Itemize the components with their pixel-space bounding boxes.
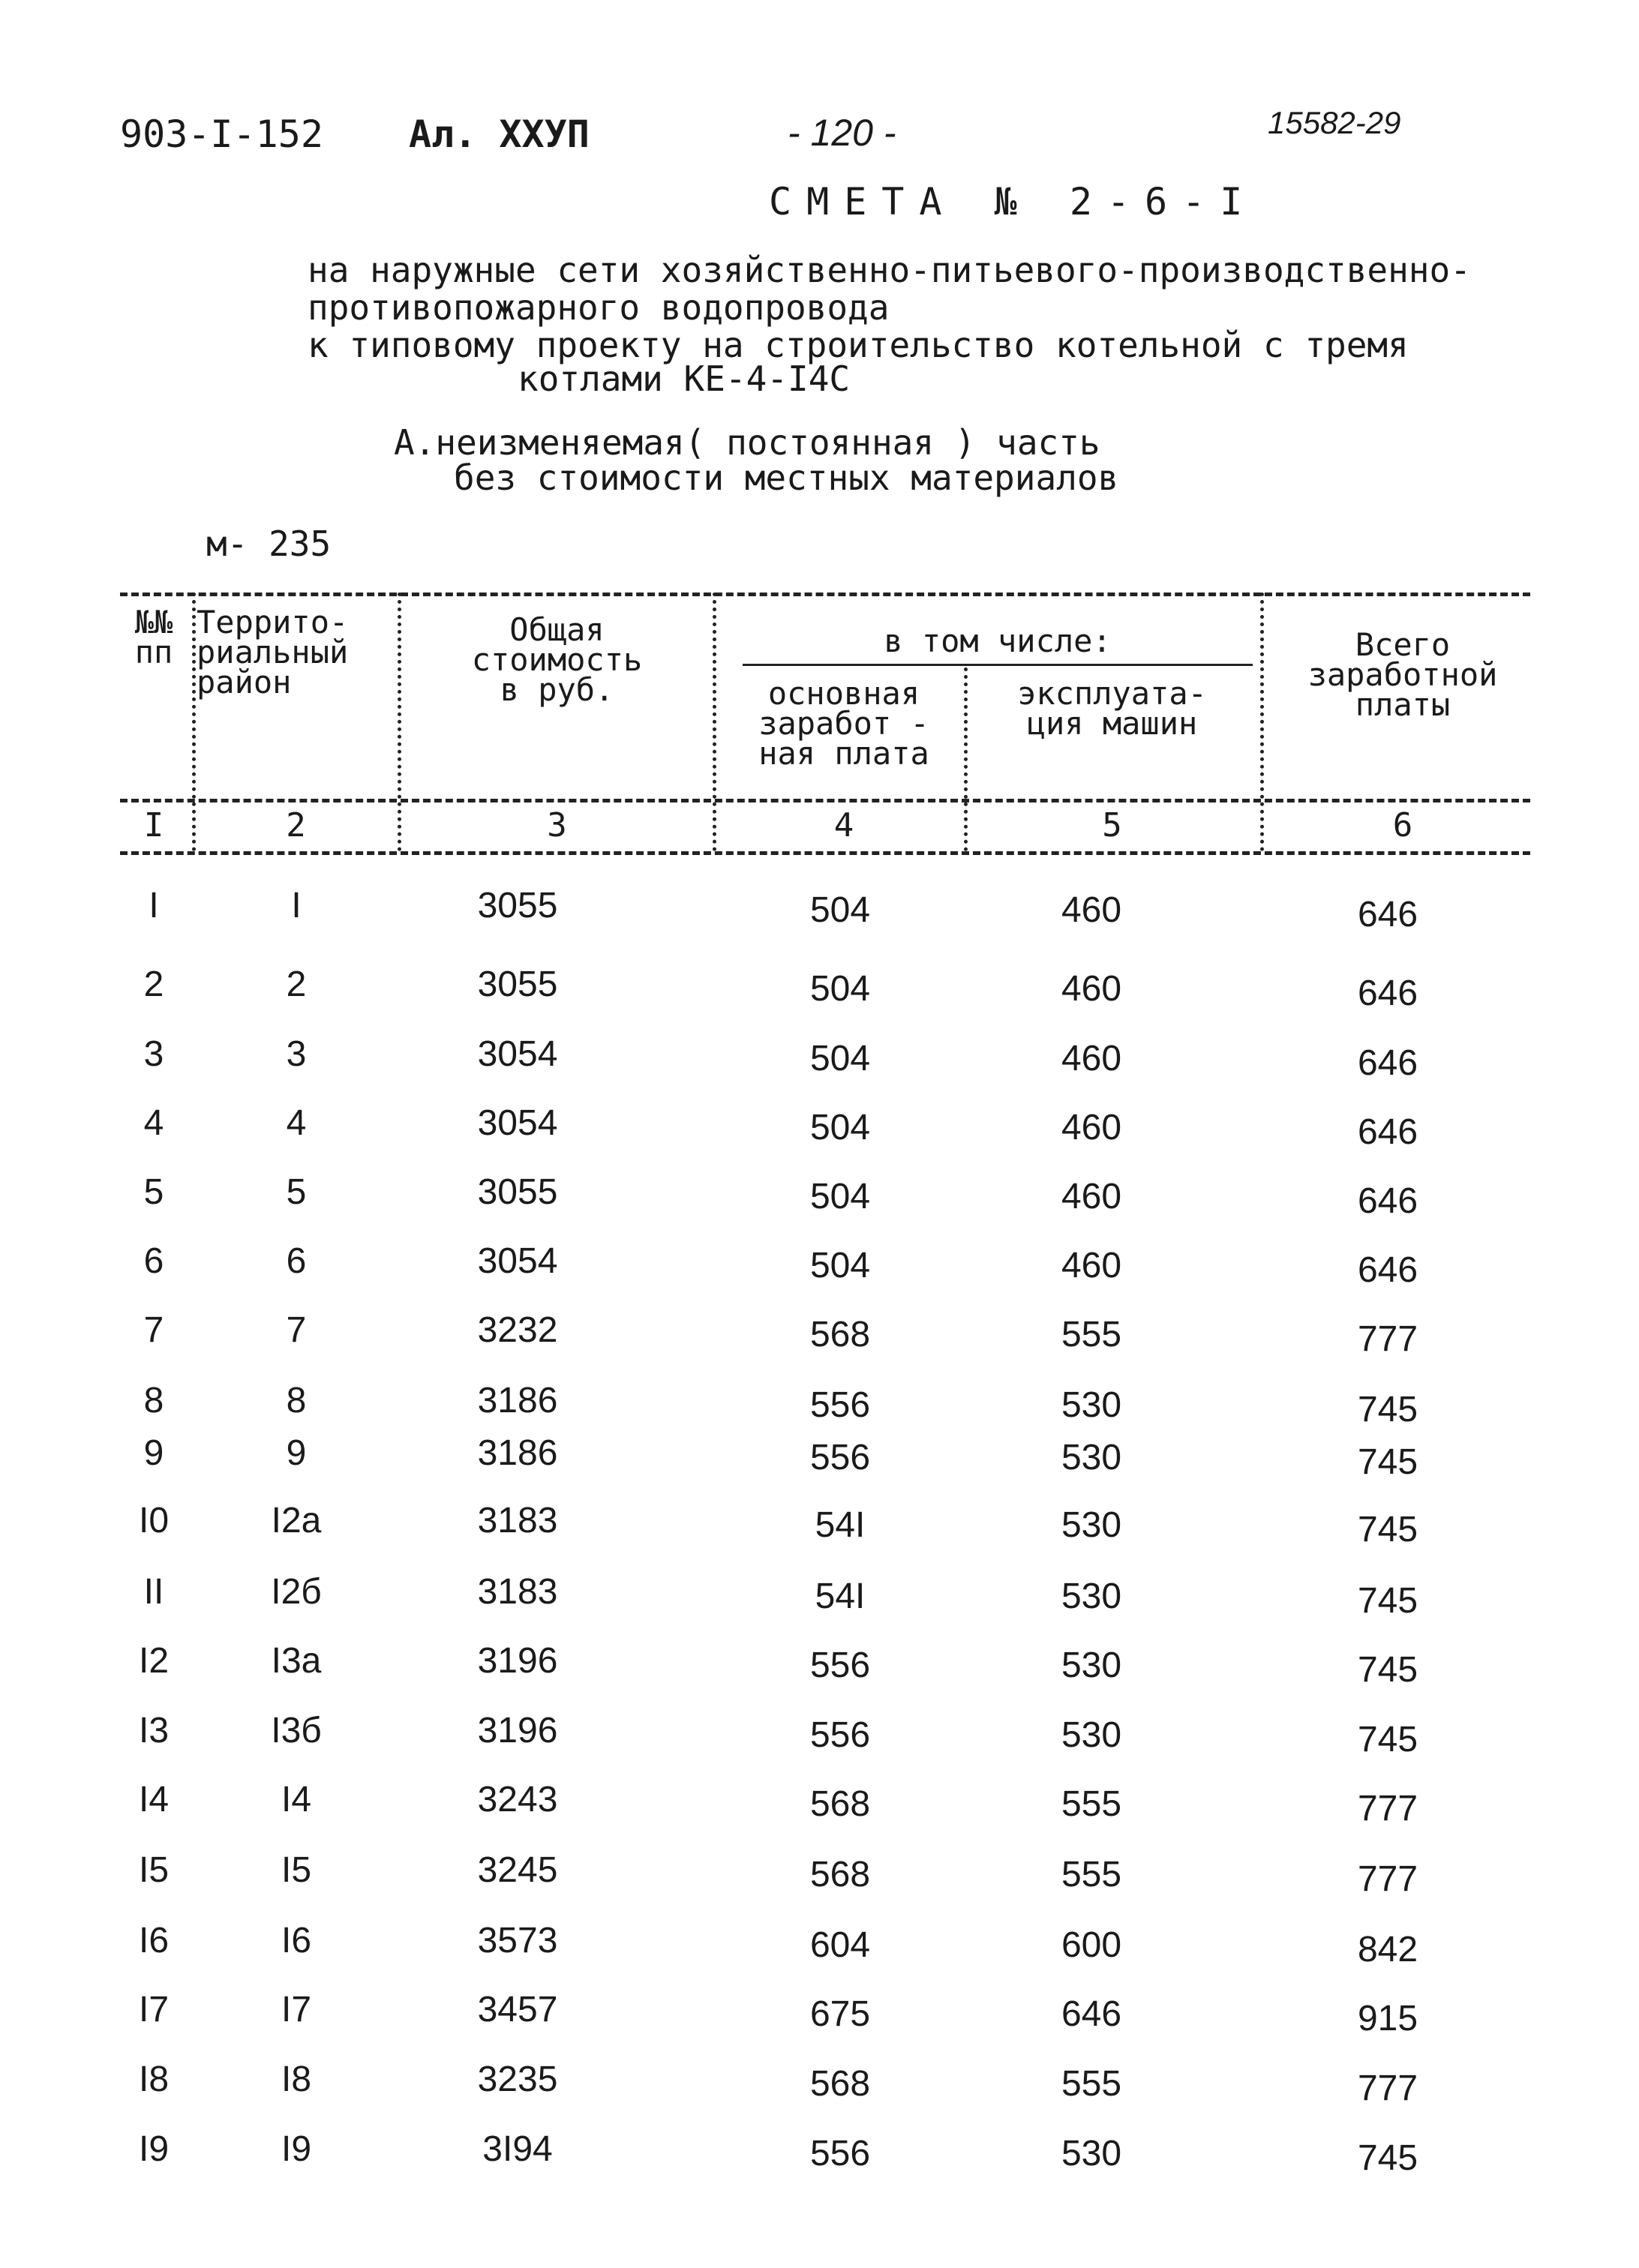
col-sep-1 bbox=[192, 592, 196, 851]
cell-machine-operation: 555 bbox=[1061, 2064, 1122, 2104]
cell-base-wage: 504 bbox=[809, 1177, 871, 1216]
cell-base-wage: 568 bbox=[809, 1315, 871, 1354]
colnum-3: 3 bbox=[547, 806, 567, 844]
cell-total-wage: 646 bbox=[1357, 1181, 1418, 1221]
cell-machine-operation: 646 bbox=[1061, 1994, 1122, 2034]
cell-total-wage: 777 bbox=[1357, 1319, 1418, 1359]
cell-machine-operation: 555 bbox=[1061, 1855, 1122, 1894]
table-top-rule bbox=[120, 592, 1530, 596]
cell-total-wage: 745 bbox=[1357, 1720, 1418, 1760]
cell-row-number: 9 bbox=[143, 1433, 164, 1473]
cell-territory: I4 bbox=[281, 1780, 312, 1820]
col-sep-4 bbox=[964, 668, 968, 851]
cell-machine-operation: 460 bbox=[1061, 890, 1122, 930]
cell-machine-operation: 530 bbox=[1061, 1385, 1122, 1425]
table-colnum-rule bbox=[120, 851, 1530, 855]
cell-base-wage: 568 bbox=[809, 2064, 871, 2104]
cell-total-wage: 745 bbox=[1357, 1390, 1418, 1430]
cell-base-wage: 504 bbox=[809, 1108, 871, 1148]
cell-row-number: 7 bbox=[143, 1310, 164, 1350]
cell-machine-operation: 460 bbox=[1061, 969, 1122, 1009]
cell-row-number: I3 bbox=[138, 1711, 170, 1750]
group-underline bbox=[743, 664, 1253, 666]
cell-total-cost: 3I94 bbox=[482, 2129, 553, 2169]
cell-base-wage: 556 bbox=[809, 1438, 871, 1478]
cell-total-wage: 745 bbox=[1357, 1581, 1418, 1621]
cell-machine-operation: 460 bbox=[1061, 1108, 1122, 1148]
cell-machine-operation: 460 bbox=[1061, 1177, 1122, 1216]
header-group: в том числе: bbox=[884, 622, 1112, 659]
cell-base-wage: 54I bbox=[815, 1505, 866, 1545]
cell-total-wage: 646 bbox=[1357, 1043, 1418, 1083]
cell-total-wage: 646 bbox=[1357, 895, 1418, 934]
cell-base-wage: 556 bbox=[809, 1715, 871, 1755]
cell-total-cost: 3055 bbox=[477, 1172, 558, 1212]
cell-total-wage: 777 bbox=[1357, 1859, 1418, 1899]
cell-machine-operation: 530 bbox=[1061, 1646, 1122, 1685]
archive-stamp: 15582-29 bbox=[1268, 105, 1401, 140]
cell-row-number: I4 bbox=[138, 1780, 170, 1820]
cell-total-cost: 3054 bbox=[477, 1034, 558, 1074]
cell-total-cost: 3055 bbox=[477, 886, 558, 926]
cell-row-number: I9 bbox=[138, 2129, 170, 2169]
cell-total-cost: 3054 bbox=[477, 1241, 558, 1281]
cell-territory: 8 bbox=[286, 1381, 307, 1420]
cell-base-wage: 504 bbox=[809, 890, 871, 930]
cell-territory: 5 bbox=[286, 1172, 307, 1212]
cell-total-wage: 745 bbox=[1357, 2138, 1418, 2178]
header-col-5: эксплуата- ция машин bbox=[1017, 675, 1207, 742]
marker-label: м- 235 bbox=[206, 524, 332, 564]
cell-machine-operation: 555 bbox=[1061, 1315, 1122, 1354]
cell-base-wage: 556 bbox=[809, 1646, 871, 1685]
subtitle-line-2: противопожарного водопровода bbox=[308, 287, 890, 328]
cell-machine-operation: 555 bbox=[1061, 1784, 1122, 1824]
cell-territory: I6 bbox=[281, 1921, 312, 1960]
cell-territory: 2 bbox=[286, 964, 307, 1004]
cell-machine-operation: 530 bbox=[1061, 1505, 1122, 1545]
colnum-4: 4 bbox=[833, 806, 854, 844]
cell-row-number: 6 bbox=[143, 1241, 164, 1281]
cell-total-cost: 3232 bbox=[477, 1310, 558, 1350]
cell-row-number: I6 bbox=[138, 1921, 170, 1960]
cell-row-number: 8 bbox=[143, 1381, 164, 1420]
cell-row-number: I8 bbox=[138, 2060, 170, 2099]
subtitle-line-3: к типовому проекту на строительство котельной с тремя bbox=[308, 325, 1409, 365]
table-header-rule bbox=[120, 799, 1530, 802]
cell-row-number: I2 bbox=[138, 1641, 170, 1681]
cell-territory: I9 bbox=[281, 2129, 312, 2169]
cell-total-wage: 745 bbox=[1357, 1650, 1418, 1690]
cell-total-wage: 777 bbox=[1357, 1789, 1418, 1828]
colnum-1: I bbox=[143, 806, 164, 844]
cell-machine-operation: 600 bbox=[1061, 1925, 1122, 1965]
cell-territory: 4 bbox=[286, 1103, 307, 1143]
cell-total-cost: 3243 bbox=[477, 1780, 558, 1820]
cell-total-wage: 745 bbox=[1357, 1442, 1418, 1482]
cell-total-cost: 3235 bbox=[477, 2060, 558, 2099]
cell-base-wage: 556 bbox=[809, 1385, 871, 1425]
cell-total-cost: 3196 bbox=[477, 1641, 558, 1681]
cell-total-wage: 777 bbox=[1357, 2068, 1418, 2108]
cell-territory: 3 bbox=[286, 1034, 307, 1074]
cell-base-wage: 556 bbox=[809, 2134, 871, 2174]
colnum-5: 5 bbox=[1102, 806, 1122, 844]
header-col-2: Террито- риальный район bbox=[197, 604, 349, 700]
cell-total-wage: 842 bbox=[1357, 1930, 1418, 1970]
document-title: СМЕТА № 2-6-I bbox=[769, 180, 1258, 224]
cell-territory: I8 bbox=[281, 2060, 312, 2099]
cell-total-wage: 646 bbox=[1357, 1250, 1418, 1290]
cell-total-cost: 3196 bbox=[477, 1711, 558, 1750]
cell-total-cost: 3245 bbox=[477, 1850, 558, 1890]
cell-total-wage: 646 bbox=[1357, 974, 1418, 1013]
section-line-2: без стоимости местных материалов bbox=[454, 458, 1119, 498]
header-col-3: Общая стоимость в руб. bbox=[471, 611, 643, 708]
cell-row-number: I0 bbox=[138, 1501, 170, 1540]
header-col-1: №№ пп bbox=[134, 604, 173, 670]
cell-row-number: 3 bbox=[143, 1034, 164, 1074]
cell-total-cost: 3054 bbox=[477, 1103, 558, 1143]
cell-territory: I3а bbox=[271, 1641, 322, 1681]
cell-territory: 9 bbox=[286, 1433, 307, 1473]
cell-row-number: I5 bbox=[138, 1850, 170, 1890]
cell-territory: I2а bbox=[271, 1501, 322, 1540]
cell-territory: I3б bbox=[271, 1711, 322, 1750]
cell-total-cost: 3186 bbox=[477, 1433, 558, 1473]
col-sep-2 bbox=[398, 592, 401, 851]
cell-base-wage: 504 bbox=[809, 969, 871, 1009]
cell-territory: I7 bbox=[281, 1990, 312, 2030]
subtitle-line-4: котлами КЕ-4-I4C bbox=[518, 358, 851, 399]
section-line-1: А.неизменяемая( постоянная ) часть bbox=[394, 422, 1100, 463]
colnum-2: 2 bbox=[286, 806, 306, 844]
cell-machine-operation: 530 bbox=[1061, 1576, 1122, 1616]
cell-machine-operation: 460 bbox=[1061, 1039, 1122, 1078]
cell-base-wage: 604 bbox=[809, 1925, 871, 1965]
cell-row-number: I bbox=[149, 886, 159, 926]
cell-territory: I5 bbox=[281, 1850, 312, 1890]
header-col-4: основная заработ - ная плата bbox=[758, 675, 929, 772]
cell-machine-operation: 530 bbox=[1061, 2134, 1122, 2174]
cell-base-wage: 568 bbox=[809, 1855, 871, 1894]
cell-total-cost: 3457 bbox=[477, 1990, 558, 2030]
cell-territory: I2б bbox=[271, 1572, 322, 1612]
cell-total-wage: 915 bbox=[1357, 1999, 1418, 2038]
cell-total-cost: 3055 bbox=[477, 964, 558, 1004]
cell-total-cost: 3183 bbox=[477, 1501, 558, 1540]
cell-total-cost: 3183 bbox=[477, 1572, 558, 1612]
album-number: Ал. ХХУП bbox=[409, 112, 590, 156]
cell-territory: 7 bbox=[286, 1310, 307, 1350]
cell-total-wage: 745 bbox=[1357, 1510, 1418, 1550]
cell-total-cost: 3573 bbox=[477, 1921, 558, 1960]
cell-base-wage: 504 bbox=[809, 1039, 871, 1078]
cell-row-number: I7 bbox=[138, 1990, 170, 2030]
page-number: - 120 - bbox=[788, 112, 896, 154]
header-col-6: Всего заработной платы bbox=[1307, 626, 1498, 723]
colnum-6: 6 bbox=[1392, 806, 1413, 844]
subtitle-line-1: на наружные сети хозяйственно-питьевого-производственно- bbox=[308, 250, 1471, 290]
cell-total-cost: 3186 bbox=[477, 1381, 558, 1420]
col-sep-3 bbox=[713, 592, 716, 851]
col-sep-5 bbox=[1260, 592, 1264, 851]
cell-base-wage: 568 bbox=[809, 1784, 871, 1824]
cell-row-number: 4 bbox=[143, 1103, 164, 1143]
cell-machine-operation: 530 bbox=[1061, 1438, 1122, 1478]
cell-total-wage: 646 bbox=[1357, 1112, 1418, 1152]
cell-base-wage: 54I bbox=[815, 1576, 866, 1616]
cell-row-number: II bbox=[143, 1572, 164, 1612]
cell-machine-operation: 530 bbox=[1061, 1715, 1122, 1755]
cell-territory: I bbox=[291, 886, 302, 926]
cell-row-number: 5 bbox=[143, 1172, 164, 1212]
cell-machine-operation: 460 bbox=[1061, 1246, 1122, 1286]
cell-base-wage: 675 bbox=[809, 1994, 871, 2034]
cell-row-number: 2 bbox=[143, 964, 164, 1004]
cell-territory: 6 bbox=[286, 1241, 307, 1281]
document-code: 903-I-152 bbox=[120, 112, 323, 156]
cell-base-wage: 504 bbox=[809, 1246, 871, 1286]
